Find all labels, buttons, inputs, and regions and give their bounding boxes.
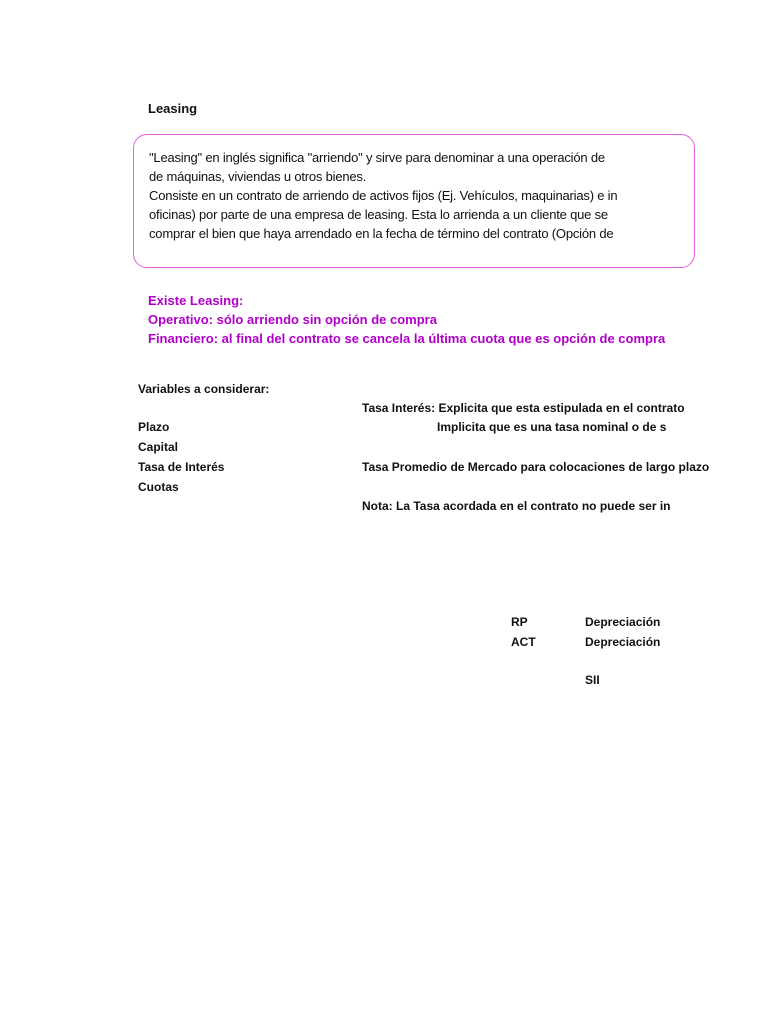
leasing-types-heading: Existe Leasing: (148, 293, 244, 308)
page-title: Leasing (148, 101, 198, 116)
variable-tasa-interes: Tasa de Interés (138, 460, 225, 474)
depreciacion-label-rp: Depreciación (585, 615, 661, 629)
tasa-promedio: Tasa Promedio de Mercado para colocaciones de largo plazo (362, 460, 710, 474)
definition-line-5: comprar el bien que haya arrendado en la fecha de término del contrato (Opción de (149, 226, 614, 241)
variable-plazo: Plazo (138, 420, 170, 434)
depreciacion-label-act: Depreciación (585, 635, 661, 649)
leasing-operativo: Operativo: sólo arriendo sin opción de compra (148, 312, 437, 327)
definition-line-3: Consiste en un contrato de arriendo de activos fijos (Ej. Vehículos, maquinarias) e in (149, 188, 618, 203)
depreciacion-sii: SII (585, 673, 600, 687)
depreciacion-code-act: ACT (511, 635, 536, 649)
tasa-nota: Nota: La Tasa acordada en el contrato no puede ser in (362, 499, 671, 513)
tasa-explicita: Tasa Interés: Explicita que esta estipulada en el contrato (362, 401, 685, 415)
depreciacion-code-rp: RP (511, 615, 528, 629)
variables-heading: Variables a considerar: (138, 382, 270, 396)
definition-line-4: oficinas) por parte de una empresa de leasing. Esta lo arrienda a un cliente que se (149, 207, 608, 222)
definition-line-1: "Leasing" en inglés significa "arriendo" y sirve para denominar a una operación de (149, 150, 605, 165)
variable-cuotas: Cuotas (138, 480, 179, 494)
leasing-financiero: Financiero: al final del contrato se cancela la última cuota que es opción de compra (148, 331, 666, 346)
tasa-implicita: Implicita que es una tasa nominal o de s (437, 420, 667, 434)
variable-capital: Capital (138, 440, 179, 454)
definition-line-2: de máquinas, viviendas u otros bienes. (149, 169, 367, 184)
